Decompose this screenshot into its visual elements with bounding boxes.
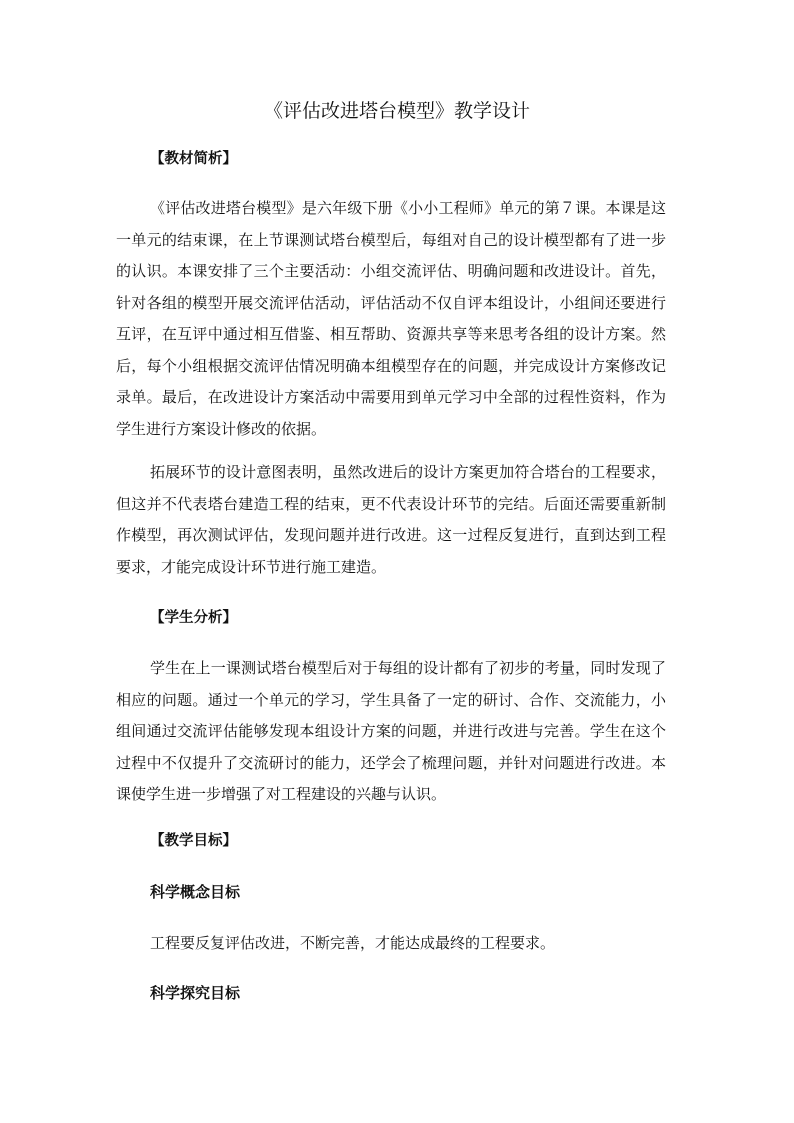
- document-title: 《评估改进塔台模型》教学设计: [263, 100, 530, 122]
- materials-paragraph-2: 拓展环节的设计意图表明，虽然改进后的设计方案更加符合塔台的工程要求，但这并不代表塔台建造工程的结束，更不代表设计环节的完结。后面还需要重新制作模型，再次测试评估，发现问题并进行改进。这一过程反复进行，直到达到工程要求，才能完成设计环节进行施工建造。: [116, 463, 666, 576]
- section-heading-students: 【学生分析】: [150, 610, 237, 626]
- students-paragraph-1: 学生在上一课测试塔台模型后对于每组的设计都有了初步的考量，同时发现了相应的问题。通过一个单元的学习，学生具备了一定的研讨、合作、交流能力，小组间通过交流评估能够发现本组设计方案的问题，并进行改进与完善。学生在这个过程中不仅提升了交流研讨的能力，还学会了梳理问题，并针对问题进行改进。本课使学生进一步增强了对工程建设的兴趣与认识。: [116, 659, 666, 803]
- concept-objective-heading: 科学概念目标: [150, 883, 241, 901]
- section-heading-materials: 【教材简析】: [150, 151, 237, 167]
- materials-paragraph-1: 《评估改进塔台模型》是六年级下册《小小工程师》单元的第７课。本课是这一单元的结束课，在上节课测试塔台模型后，每组对自己的设计模型都有了进一步的认识。本课安排了三个主要活动：小组交流评估、明确问题和改进设计。首先，针对各组的模型开展交流评估活动，评估活动不仅自评本组设计，小组间还要进行互评，在互评中通过相互借鉴、相互帮助、资源共享等来思考各组的设计方案。然后，每个小组根据交流评估情况明确本组模型存在的问题，并完成设计方案修改记录单。最后，在改进设计方案活动中需要用到单元学习中全部的过程性资料，作为学生进行方案设计修改的依据。: [116, 199, 666, 438]
- inquiry-objective-heading: 科学探究目标: [150, 984, 241, 1002]
- concept-objective-text: 工程要反复评估改进，不断完善，才能达成最终的工程要求。: [150, 934, 556, 952]
- section-heading-objectives: 【教学目标】: [150, 833, 237, 849]
